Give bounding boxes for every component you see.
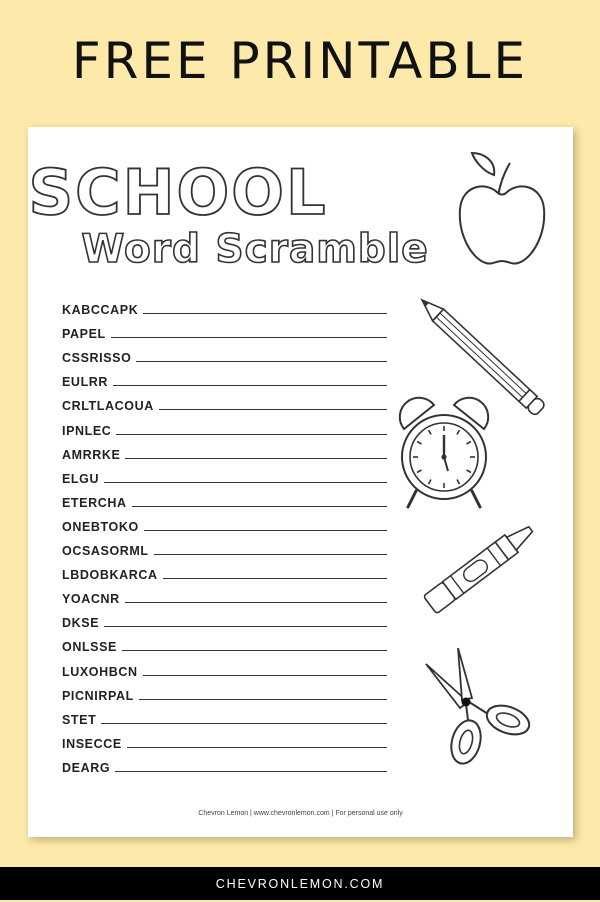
answer-line[interactable] <box>122 650 387 651</box>
answer-line[interactable] <box>104 626 387 627</box>
word-row <box>62 630 387 654</box>
answer-line[interactable] <box>115 771 387 772</box>
word-row <box>62 413 387 437</box>
scrambled-word: ETERCHA <box>62 495 127 510</box>
scrambled-word: DEARG <box>62 760 111 775</box>
word-row <box>62 703 387 727</box>
apple-icon <box>456 147 548 269</box>
word-row <box>62 486 387 510</box>
answer-line[interactable] <box>116 434 387 435</box>
word-row <box>62 654 387 678</box>
answer-line[interactable] <box>163 578 387 579</box>
answer-line[interactable] <box>144 530 387 531</box>
scrambled-word: LBDOBKARCA <box>62 568 158 583</box>
answer-line[interactable] <box>127 747 387 748</box>
scrambled-word: KABCCAPK <box>62 303 139 318</box>
scissors-icon <box>418 642 540 767</box>
answer-line[interactable] <box>154 554 387 555</box>
answer-line[interactable] <box>139 699 387 700</box>
word-row <box>62 582 387 606</box>
answer-line[interactable] <box>125 458 387 459</box>
scrambled-word: AMRRKE <box>62 447 121 462</box>
word-row <box>62 751 387 775</box>
footer-note: Chevron Lemon | www.chevronlemon.com | For personal use only <box>198 810 403 817</box>
word-list <box>62 293 387 775</box>
word-row <box>62 606 387 630</box>
scrambled-word: DKSE <box>62 616 100 631</box>
scrambled-word: PICNIRPAL <box>62 688 134 703</box>
scrambled-word: OCSASORML <box>62 544 149 559</box>
answer-line[interactable] <box>159 409 387 410</box>
word-row <box>62 365 387 389</box>
scrambled-word: STET <box>62 712 97 727</box>
answer-line[interactable] <box>136 361 387 362</box>
word-row <box>62 727 387 751</box>
worksheet <box>28 127 573 837</box>
word-row <box>62 438 387 462</box>
answer-line[interactable] <box>104 482 387 483</box>
scrambled-word: PAPEL <box>62 327 106 342</box>
answer-line[interactable] <box>143 675 387 676</box>
word-row <box>62 341 387 365</box>
alarm-clock-icon <box>394 389 494 517</box>
scrambled-word: INSECCE <box>62 736 122 751</box>
answer-line[interactable] <box>101 723 387 724</box>
answer-line[interactable] <box>143 313 387 314</box>
scrambled-word: CSSRISSO <box>62 351 132 366</box>
banner-title: FREE PRINTABLE <box>71 32 529 90</box>
answer-line[interactable] <box>111 337 387 338</box>
crayon-icon <box>418 513 543 618</box>
word-row <box>62 462 387 486</box>
scrambled-word: LUXOHBCN <box>62 664 138 679</box>
word-row <box>62 317 387 341</box>
answer-line[interactable] <box>132 506 387 507</box>
scrambled-word: ONLSSE <box>62 640 117 655</box>
site-url[interactable]: CHEVRONLEMON.COM <box>215 877 385 891</box>
word-row <box>62 510 387 534</box>
word-row <box>62 389 387 413</box>
scrambled-word: YOACNR <box>62 592 120 607</box>
bottom-bar <box>0 867 600 900</box>
word-row <box>62 534 387 558</box>
scrambled-word: ELGU <box>62 471 100 486</box>
scrambled-word: ONEBTOKO <box>62 519 139 534</box>
word-row <box>62 293 387 317</box>
scrambled-word: EULRR <box>62 375 109 390</box>
answer-line[interactable] <box>125 602 387 603</box>
answer-line[interactable] <box>113 385 387 386</box>
word-row <box>62 679 387 703</box>
word-row <box>62 558 387 582</box>
scrambled-word: IPNLEC <box>62 423 112 438</box>
title-school: SCHOOL <box>28 156 328 229</box>
scrambled-word: CRLTLACOUA <box>62 399 154 414</box>
title-word-scramble: Word Scramble <box>81 227 429 272</box>
